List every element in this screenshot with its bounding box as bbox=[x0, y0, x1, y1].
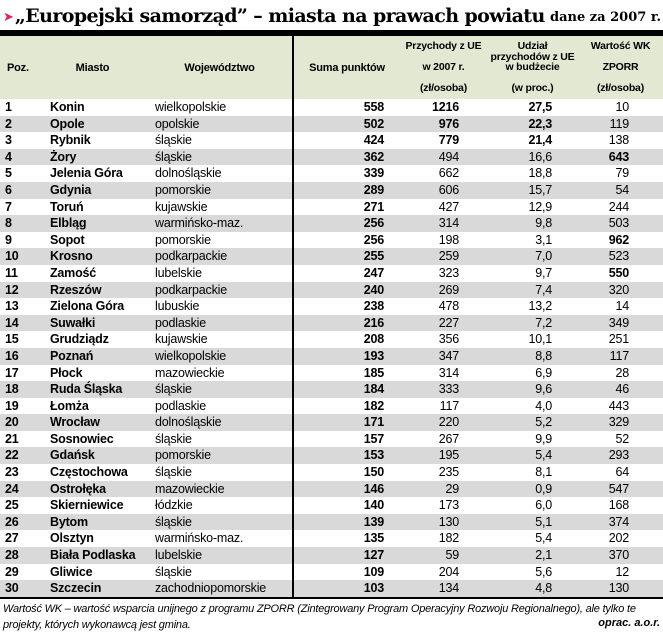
cell-miasto: Suwałki bbox=[50, 315, 96, 330]
cell-wojewodztwo: podkarpackie bbox=[155, 249, 227, 264]
cell-miasto: Toruń bbox=[50, 199, 84, 214]
table-row bbox=[0, 282, 663, 299]
table-row bbox=[0, 165, 663, 182]
cell-miasto: Sosnowiec bbox=[50, 431, 114, 446]
cell-udzial: 9,9 bbox=[535, 431, 552, 446]
cell-suma-punktow: 208 bbox=[363, 332, 384, 347]
table-row bbox=[0, 149, 663, 166]
header-line: Przychody z UE bbox=[405, 40, 482, 52]
cell-wojewodztwo: kujawskie bbox=[155, 199, 208, 214]
cell-suma-punktow: 109 bbox=[363, 564, 384, 579]
header-unit: (zł/osoba) bbox=[420, 82, 467, 94]
table-row bbox=[0, 564, 663, 581]
cell-wojewodztwo: zachodniopomorskie bbox=[155, 581, 267, 596]
cell-wartosc-wk: 374 bbox=[608, 514, 629, 529]
cell-wojewodztwo: mazowieckie bbox=[155, 481, 225, 496]
cell-miasto: Poznań bbox=[50, 348, 94, 363]
cell-poz: 8 bbox=[5, 216, 12, 231]
column-header-wojewodztwo: Województwo bbox=[184, 61, 255, 74]
table-row bbox=[0, 580, 663, 597]
cell-udzial: 8,1 bbox=[535, 465, 552, 480]
cell-suma-punktow: 146 bbox=[363, 481, 384, 496]
cell-poz: 21 bbox=[5, 431, 19, 446]
cell-poz: 11 bbox=[5, 265, 18, 280]
cell-udzial: 10,1 bbox=[528, 332, 552, 347]
cell-suma-punktow: 139 bbox=[363, 514, 384, 529]
data-year-label: dane za 2007 r. bbox=[550, 9, 661, 25]
cell-przychody: 662 bbox=[438, 166, 459, 181]
cell-udzial: 9,7 bbox=[535, 265, 552, 280]
cell-przychody: 204 bbox=[438, 564, 459, 579]
cell-przychody: 59 bbox=[445, 548, 459, 563]
cell-przychody: 173 bbox=[438, 498, 459, 513]
cell-wojewodztwo: śląskie bbox=[155, 514, 192, 529]
cell-wartosc-wk: 244 bbox=[608, 199, 629, 214]
cell-miasto: Rzeszów bbox=[50, 282, 102, 297]
table-row bbox=[0, 315, 663, 332]
cell-miasto: Wrocław bbox=[50, 415, 100, 430]
cell-poz: 7 bbox=[5, 199, 12, 214]
cell-wojewodztwo: lubelskie bbox=[155, 548, 202, 563]
cell-przychody: 198 bbox=[438, 232, 459, 247]
table-bottom-border bbox=[0, 597, 663, 599]
cell-miasto: Konin bbox=[50, 100, 85, 114]
cell-suma-punktow: 193 bbox=[363, 348, 384, 363]
cell-poz: 25 bbox=[5, 498, 19, 513]
column-header-poz: Poz. bbox=[7, 61, 29, 74]
cell-miasto: Częstochowa bbox=[50, 465, 128, 480]
cell-udzial: 2,1 bbox=[535, 548, 552, 563]
table-row bbox=[0, 182, 663, 199]
cell-wartosc-wk: 119 bbox=[609, 116, 629, 131]
cell-suma-punktow: 240 bbox=[363, 282, 384, 297]
cell-wojewodztwo: podkarpackie bbox=[155, 282, 227, 297]
table-row bbox=[0, 248, 663, 265]
cell-wojewodztwo: śląskie bbox=[155, 564, 192, 579]
cell-poz: 2 bbox=[5, 116, 12, 131]
cell-suma-punktow: 153 bbox=[363, 448, 384, 463]
cell-wartosc-wk: 550 bbox=[608, 265, 629, 280]
cell-poz: 29 bbox=[5, 564, 19, 579]
cell-przychody: 478 bbox=[438, 299, 459, 314]
cell-udzial: 4,8 bbox=[535, 581, 552, 596]
cell-poz: 17 bbox=[5, 365, 19, 380]
cell-wojewodztwo: pomorskie bbox=[155, 182, 211, 197]
cell-wartosc-wk: 138 bbox=[608, 133, 629, 148]
cell-przychody: 356 bbox=[438, 332, 459, 347]
cell-udzial: 0,9 bbox=[535, 481, 552, 496]
cell-wartosc-wk: 14 bbox=[615, 299, 629, 314]
cell-przychody: 195 bbox=[438, 448, 459, 463]
table-row bbox=[0, 481, 663, 498]
cell-suma-punktow: 127 bbox=[363, 548, 384, 563]
cell-miasto: Rybnik bbox=[50, 133, 91, 148]
header-unit: (w proc.) bbox=[511, 82, 554, 94]
cell-przychody: 259 bbox=[438, 249, 459, 264]
column-header-miasto: Miasto bbox=[75, 61, 110, 74]
cell-miasto: Opole bbox=[50, 116, 85, 131]
cell-poz: 30 bbox=[5, 581, 19, 596]
cell-przychody: 182 bbox=[438, 531, 459, 546]
cell-suma-punktow: 502 bbox=[363, 116, 384, 131]
cell-wojewodztwo: dolnośląskie bbox=[155, 166, 222, 181]
cell-suma-punktow: 238 bbox=[363, 299, 384, 314]
cell-suma-punktow: 216 bbox=[363, 315, 384, 330]
cell-przychody: 134 bbox=[438, 581, 459, 596]
cell-przychody: 1216 bbox=[431, 100, 459, 114]
cell-poz: 16 bbox=[5, 348, 19, 363]
cell-miasto: Łomża bbox=[50, 398, 89, 413]
cell-wartosc-wk: 168 bbox=[608, 498, 629, 513]
cell-przychody: 314 bbox=[438, 365, 459, 380]
cell-poz: 27 bbox=[5, 531, 19, 546]
cell-suma-punktow: 182 bbox=[363, 398, 384, 413]
cell-wartosc-wk: 10 bbox=[615, 100, 629, 114]
cell-udzial: 8,8 bbox=[535, 348, 552, 363]
cell-udzial: 7,0 bbox=[535, 249, 552, 264]
cell-wartosc-wk: 79 bbox=[615, 166, 629, 181]
table-row bbox=[0, 414, 663, 431]
cell-poz: 23 bbox=[5, 465, 19, 480]
table-row bbox=[0, 298, 663, 315]
cell-wartosc-wk: 130 bbox=[608, 581, 629, 596]
cell-poz: 19 bbox=[5, 398, 19, 413]
cell-poz: 9 bbox=[5, 232, 12, 247]
cell-poz: 26 bbox=[5, 514, 19, 529]
cell-udzial: 22,3 bbox=[528, 116, 552, 131]
cell-poz: 20 bbox=[5, 415, 19, 430]
cell-wojewodztwo: śląskie bbox=[155, 465, 192, 480]
cell-miasto: Gdynia bbox=[50, 182, 92, 197]
cell-wartosc-wk: 117 bbox=[609, 348, 629, 363]
table-row bbox=[0, 530, 663, 547]
table-row bbox=[0, 132, 663, 149]
cell-wojewodztwo: opolskie bbox=[155, 116, 200, 131]
cell-wojewodztwo: śląskie bbox=[155, 382, 192, 397]
cell-poz: 28 bbox=[5, 548, 19, 563]
cell-wartosc-wk: 251 bbox=[608, 332, 629, 347]
cell-miasto: Krosno bbox=[50, 249, 93, 264]
cell-wartosc-wk: 962 bbox=[608, 232, 629, 247]
cell-suma-punktow: 135 bbox=[363, 531, 384, 546]
cell-udzial: 5,6 bbox=[535, 564, 552, 579]
cell-wojewodztwo: wielkopolskie bbox=[155, 348, 227, 363]
cell-przychody: 606 bbox=[438, 182, 459, 197]
header-line: w 2007 r. bbox=[422, 61, 465, 73]
cell-udzial: 4,0 bbox=[535, 398, 552, 413]
cell-wartosc-wk: 547 bbox=[608, 481, 629, 496]
cell-udzial: 13,2 bbox=[528, 299, 552, 314]
page-title: „Europejski samorząd” – miasta na prawach powiatu bbox=[14, 4, 545, 27]
header-unit: (zł/osoba) bbox=[597, 82, 644, 94]
cell-poz: 14 bbox=[5, 315, 19, 330]
header-line: przychodów z UE bbox=[490, 50, 575, 63]
table-row bbox=[0, 464, 663, 481]
cell-poz: 12 bbox=[5, 282, 19, 297]
cell-przychody: 130 bbox=[438, 514, 459, 529]
cell-wojewodztwo: łódzkie bbox=[155, 498, 193, 513]
cell-miasto: Jelenia Góra bbox=[50, 166, 123, 181]
cell-suma-punktow: 289 bbox=[363, 182, 384, 197]
cell-wartosc-wk: 202 bbox=[608, 531, 629, 546]
cell-udzial: 6,0 bbox=[535, 498, 552, 513]
cell-miasto: Gdańsk bbox=[50, 448, 95, 463]
cell-poz: 1 bbox=[5, 100, 12, 114]
cell-przychody: 314 bbox=[438, 216, 459, 231]
cell-udzial: 5,4 bbox=[535, 448, 552, 463]
table-row bbox=[0, 447, 663, 464]
cell-przychody: 427 bbox=[438, 199, 459, 214]
cell-przychody: 494 bbox=[438, 149, 459, 164]
cell-miasto: Szczecin bbox=[50, 581, 102, 596]
table-row bbox=[0, 348, 663, 365]
cell-suma-punktow: 157 bbox=[363, 431, 384, 446]
footnote-text: Wartość WK – wartość wsparcia unijnego z programu ZPORR (Zintegrowany Program Operacyjny Rozwoju Regionalnego), ale tylko te projekty, których wykonawcą jest gmina. bbox=[3, 603, 636, 631]
table-body bbox=[0, 99, 663, 597]
cell-przychody: 117 bbox=[439, 398, 459, 413]
cell-udzial: 21,4 bbox=[528, 133, 552, 148]
cell-miasto: Skierniewice bbox=[50, 498, 124, 513]
cell-przychody: 267 bbox=[438, 431, 459, 446]
cell-przychody: 29 bbox=[445, 481, 459, 496]
cell-wojewodztwo: podlaskie bbox=[155, 315, 207, 330]
cell-miasto: Biała Podlaska bbox=[50, 548, 136, 563]
cell-wojewodztwo: dolnośląskie bbox=[155, 415, 222, 430]
cell-suma-punktow: 256 bbox=[363, 216, 384, 231]
cell-udzial: 27,5 bbox=[528, 100, 552, 114]
table-row bbox=[0, 497, 663, 514]
table-row bbox=[0, 215, 663, 232]
cell-suma-punktow: 362 bbox=[363, 149, 384, 164]
cell-suma-punktow: 424 bbox=[363, 133, 384, 148]
header-line: ZPORR bbox=[602, 61, 639, 73]
table-row bbox=[0, 199, 663, 216]
cell-miasto: Elbląg bbox=[50, 216, 87, 231]
cell-udzial: 12,9 bbox=[528, 199, 552, 214]
cell-wojewodztwo: pomorskie bbox=[155, 232, 211, 247]
cell-udzial: 5,4 bbox=[535, 531, 552, 546]
table-row bbox=[0, 232, 663, 249]
table-row bbox=[0, 514, 663, 531]
header-lines bbox=[487, 41, 578, 73]
cell-wojewodztwo: kujawskie bbox=[155, 332, 208, 347]
cell-wartosc-wk: 370 bbox=[608, 548, 629, 563]
column-header-przychody bbox=[400, 36, 487, 99]
cell-wartosc-wk: 320 bbox=[608, 282, 629, 297]
cell-przychody: 333 bbox=[438, 382, 459, 397]
cell-poz: 4 bbox=[5, 149, 12, 164]
table-row bbox=[0, 116, 663, 133]
cell-poz: 15 bbox=[5, 332, 19, 347]
credit-label: oprac. a.o.r. bbox=[598, 617, 660, 629]
cell-poz: 5 bbox=[5, 166, 12, 181]
cell-udzial: 16,6 bbox=[528, 149, 552, 164]
cell-suma-punktow: 255 bbox=[363, 249, 384, 264]
cell-wartosc-wk: 28 bbox=[615, 365, 629, 380]
cell-suma-punktow: 184 bbox=[363, 382, 384, 397]
title-row bbox=[0, 0, 663, 30]
cell-poz: 22 bbox=[5, 448, 19, 463]
cell-wojewodztwo: lubelskie bbox=[155, 265, 202, 280]
cell-miasto: Olsztyn bbox=[50, 531, 94, 546]
table-row bbox=[0, 431, 663, 448]
cell-wartosc-wk: 643 bbox=[608, 149, 629, 164]
cell-miasto: Ruda Śląska bbox=[50, 382, 123, 397]
table-row bbox=[0, 547, 663, 564]
vertical-divider bbox=[292, 36, 294, 597]
cell-udzial: 9,6 bbox=[535, 382, 552, 397]
cell-suma-punktow: 256 bbox=[363, 232, 384, 247]
cell-poz: 18 bbox=[5, 382, 19, 397]
cell-udzial: 7,4 bbox=[535, 282, 552, 297]
cell-udzial: 9,8 bbox=[535, 216, 552, 231]
cell-suma-punktow: 558 bbox=[363, 100, 384, 114]
cell-udzial: 15,7 bbox=[528, 182, 552, 197]
red-arrow-icon: ➤ bbox=[3, 8, 14, 24]
column-header-suma-punktow: Suma punktów bbox=[309, 61, 385, 74]
cell-wojewodztwo: podlaskie bbox=[155, 398, 207, 413]
cell-udzial: 5,1 bbox=[535, 514, 552, 529]
cell-miasto: Ostrołęka bbox=[50, 481, 106, 496]
cell-wartosc-wk: 329 bbox=[608, 415, 629, 430]
cell-wartosc-wk: 12 bbox=[615, 564, 629, 579]
cell-wojewodztwo: warmińsko-maz. bbox=[155, 531, 244, 546]
cell-miasto: Płock bbox=[50, 365, 83, 380]
cell-wartosc-wk: 503 bbox=[608, 216, 629, 231]
cell-przychody: 347 bbox=[438, 348, 459, 363]
table-header bbox=[0, 36, 663, 99]
cell-przychody: 235 bbox=[438, 465, 459, 480]
cell-wojewodztwo: śląskie bbox=[155, 133, 192, 148]
header-line: w budżecie bbox=[505, 61, 560, 73]
cell-przychody: 269 bbox=[438, 282, 459, 297]
cell-wartosc-wk: 54 bbox=[615, 182, 629, 197]
cell-wojewodztwo: mazowieckie bbox=[155, 365, 225, 380]
cell-wojewodztwo: pomorskie bbox=[155, 448, 211, 463]
cell-wartosc-wk: 293 bbox=[608, 448, 629, 463]
cell-miasto: Zamość bbox=[50, 265, 97, 280]
cell-wojewodztwo: śląskie bbox=[155, 149, 192, 164]
cell-wojewodztwo: śląskie bbox=[155, 431, 192, 446]
cell-wartosc-wk: 349 bbox=[608, 315, 629, 330]
cell-przychody: 323 bbox=[438, 265, 459, 280]
table-row bbox=[0, 99, 663, 116]
cell-suma-punktow: 171 bbox=[363, 415, 384, 430]
cell-udzial: 7,2 bbox=[535, 315, 552, 330]
column-header-udzial bbox=[487, 36, 578, 99]
column-header-wartosc-wk bbox=[578, 36, 663, 99]
cell-udzial: 3,1 bbox=[535, 232, 552, 247]
table-row bbox=[0, 365, 663, 382]
cell-wojewodztwo: warmińsko-maz. bbox=[155, 216, 244, 231]
header-line: Wartość WK bbox=[590, 40, 651, 52]
table-row bbox=[0, 265, 663, 282]
cell-udzial: 5,2 bbox=[535, 415, 552, 430]
cell-miasto: Zielona Góra bbox=[50, 299, 125, 314]
cell-przychody: 220 bbox=[438, 415, 459, 430]
cell-poz: 10 bbox=[5, 249, 19, 264]
cell-miasto: Gliwice bbox=[50, 564, 93, 579]
cell-suma-punktow: 339 bbox=[363, 166, 384, 181]
table-row bbox=[0, 398, 663, 415]
cell-poz: 24 bbox=[5, 481, 19, 496]
cell-wojewodztwo: lubuskie bbox=[155, 299, 200, 314]
cell-suma-punktow: 271 bbox=[363, 199, 384, 214]
cell-wartosc-wk: 443 bbox=[608, 398, 629, 413]
cell-miasto: Grudziądz bbox=[50, 332, 109, 347]
cell-wartosc-wk: 64 bbox=[615, 465, 629, 480]
cell-miasto: Sopot bbox=[50, 232, 85, 247]
cell-poz: 13 bbox=[5, 299, 19, 314]
cell-suma-punktow: 140 bbox=[363, 498, 384, 513]
cell-udzial: 6,9 bbox=[535, 365, 552, 380]
cell-przychody: 976 bbox=[438, 116, 459, 131]
cell-poz: 3 bbox=[5, 133, 12, 148]
table-row bbox=[0, 331, 663, 348]
cell-wojewodztwo: wielkopolskie bbox=[155, 100, 227, 114]
cell-poz: 6 bbox=[5, 182, 12, 197]
cell-przychody: 779 bbox=[438, 133, 459, 148]
cell-wartosc-wk: 523 bbox=[608, 249, 629, 264]
cell-przychody: 227 bbox=[438, 315, 459, 330]
cell-miasto: Żory bbox=[50, 149, 77, 164]
table-row bbox=[0, 381, 663, 398]
cell-miasto: Bytom bbox=[50, 514, 88, 529]
cell-wartosc-wk: 46 bbox=[615, 382, 629, 397]
cell-suma-punktow: 247 bbox=[363, 265, 384, 280]
cell-suma-punktow: 185 bbox=[363, 365, 384, 380]
cell-suma-punktow: 150 bbox=[363, 465, 384, 480]
cell-udzial: 18,8 bbox=[528, 166, 552, 181]
header-line: Udział bbox=[517, 40, 548, 52]
cell-suma-punktow: 103 bbox=[363, 581, 384, 596]
cell-wartosc-wk: 52 bbox=[615, 431, 629, 446]
